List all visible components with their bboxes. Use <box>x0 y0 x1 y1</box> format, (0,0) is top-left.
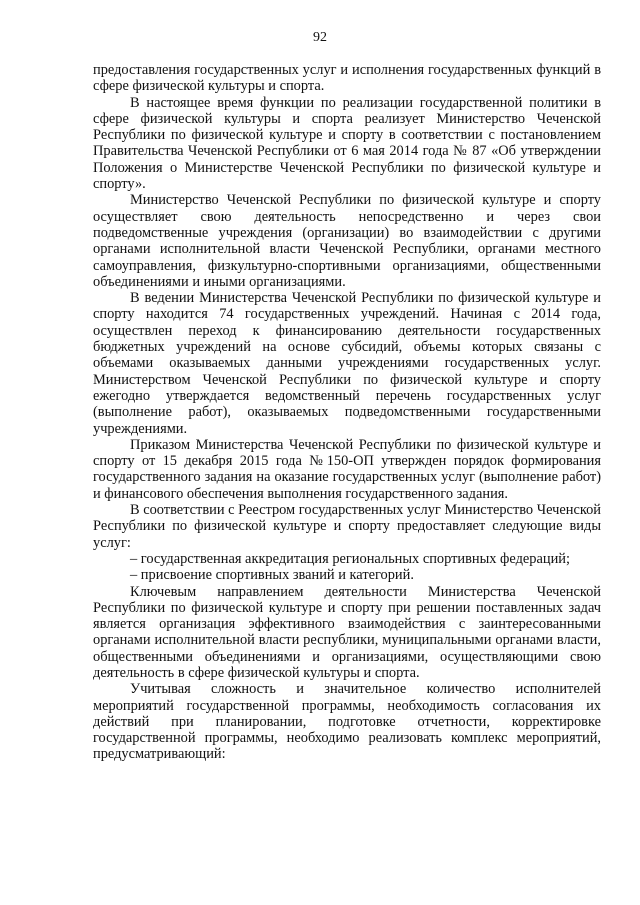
page-number: 92 <box>313 30 327 45</box>
list-item-accreditation: – государственная аккредитация региональных спортивных федераций; <box>130 550 570 567</box>
paragraph-program-measures: Учитывая сложность и значительное количество исполнителей мероприятий государственной программы, необходимость согласования их действий при планировании, подготовке отчетности, корректировке государственной программы, необходимо реализовать комплекс мероприятий, предусматривающий: <box>93 681 601 763</box>
paragraph-services-registry: В соответствии с Реестром государственных услуг Министерство Чеченской Республики по физической культуре и спорту предоставляет следующие виды услуг: <box>93 502 601 551</box>
document-body <box>93 62 601 763</box>
paragraph-continuation: предоставления государственных услуг и исполнения государственных функций в сфере физической культуры и спорта. <box>93 62 601 95</box>
paragraph-subordinate-institutions: В ведении Министерства Чеченской Республики по физической культуре и спорту находится 74 государственных учреждений. Начиная с 2014 года, осуществлен переход к финансированию деятельности государственных бюджетных учреждений на основе субсидий, объемы которых связаны с объемами оказываемых данными учреждениями государственных услуг. Министерством Чеченской Республики по физической культуре и спорту ежегодно утверждается ведомственный перечень государственных услуг (выполнение работ), оказываемых подведомственными государственными учреждениями. <box>93 290 601 437</box>
paragraph-ministry-activity: Министерство Чеченской Республики по физической культуре и спорту осуществляет свою деятельность непосредственно и через свои подведомственные учреждения (организации) во взаимодействии с другими органами исполнительной власти Чеченской Республики, органами местного самоуправления, физкультурно-спортивными организациями, общественными объединениями и иными организациями. <box>93 192 601 290</box>
paragraph-ministry-functions: В настоящее время функции по реализации государственной политики в сфере физической культуры и спорта реализует Министерство Чеченской Республики по физической культуре и спорту в соответствии с постановлением Правительства Чеченской Республики от 6 мая 2014 года № 87 «Об утверждении Положения о Министерстве Чеченской Республики по физической культуре и спорту». <box>93 94 601 193</box>
list-item-sport-titles: – присвоение спортивных званий и категорий. <box>130 567 414 584</box>
paragraph-order-150: Приказом Министерства Чеченской Республики по физической культуре и спорту от 15 декабря 2015 года №150-ОП утвержден порядок формирования государственного задания на оказание государственных услуг (выполнение работ) и финансового обеспечения выполнения государственного задания. <box>93 436 601 502</box>
paragraph-key-direction: Ключевым направлением деятельности Министерства Чеченской Республики по физической культуре и спорту при решении поставленных задач является организация эффективного взаимодействия с заинтересованными органами исполнительной власти республики, муниципальными органами власти, общественными объединениями и организациями, осуществляющими свою деятельность в сфере физической культуры и спорта. <box>93 583 601 681</box>
